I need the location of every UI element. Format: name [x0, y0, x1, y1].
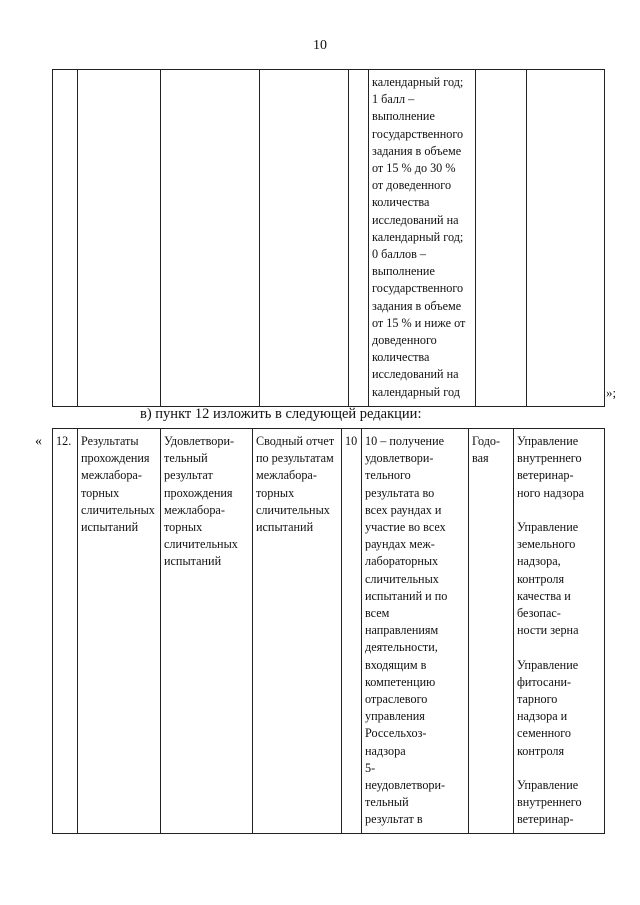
cell-departments: Управление внутреннего ветеринар- ного надзора Управление земельного надзора, контроля качества и безопас- ности зерна Управление фитосани- тарного надзора и семенного контроля Управление внутреннего ветеринар-	[514, 429, 605, 834]
cell-max-score: 10	[342, 429, 362, 834]
criteria-table-continued	[52, 69, 605, 407]
cell-period: Годо- вая	[469, 429, 514, 834]
table-row	[53, 429, 605, 834]
cell-criterion: Удовлетвори- тельный результат прохождения межлабора- торных сличительных испытаний	[161, 429, 253, 834]
amendment-instruction: в) пункт 12 изложить в следующей редакции:	[140, 406, 422, 422]
cell-indicator-name: Результаты прохождения межлабора- торных сличительных испытаний	[78, 429, 161, 834]
cell-number	[53, 70, 78, 407]
cell-max-score	[349, 70, 369, 407]
cell-scoring-text: 10 – получение удовлетвори- тельного результата во всех раундах и участие во всех раундах меж- лабораторных сличительных испытаний и по всем направлениям деятельности, входящим в компетенцию отраслевого управления Россельхоз- надзора 5- неудовлетвори- тельный результат в	[362, 429, 469, 834]
page-number: 10	[313, 38, 327, 53]
cell-scoring-text: календарный год; 1 балл – выполнение государственного задания в объеме от 15 % до 30 % от доведенного количества исследований на календарный год; 0 баллов – выполнение государственного задания в объеме от 15 % и ниже от доведенного количества исследований на календарный год	[369, 70, 476, 407]
cell-period	[476, 70, 527, 407]
closing-quote-mark: »;	[606, 385, 617, 400]
criteria-table-item-12	[52, 428, 605, 834]
cell-source: Сводный отчет по результатам межлабора- торных сличительных испытаний	[253, 429, 342, 834]
table-row	[53, 70, 605, 407]
cell-departments	[527, 70, 605, 407]
opening-quote-mark: «	[35, 434, 42, 449]
cell-criterion	[161, 70, 260, 407]
cell-source	[260, 70, 349, 407]
cell-indicator-name	[78, 70, 161, 407]
cell-number: 12.	[53, 429, 78, 834]
